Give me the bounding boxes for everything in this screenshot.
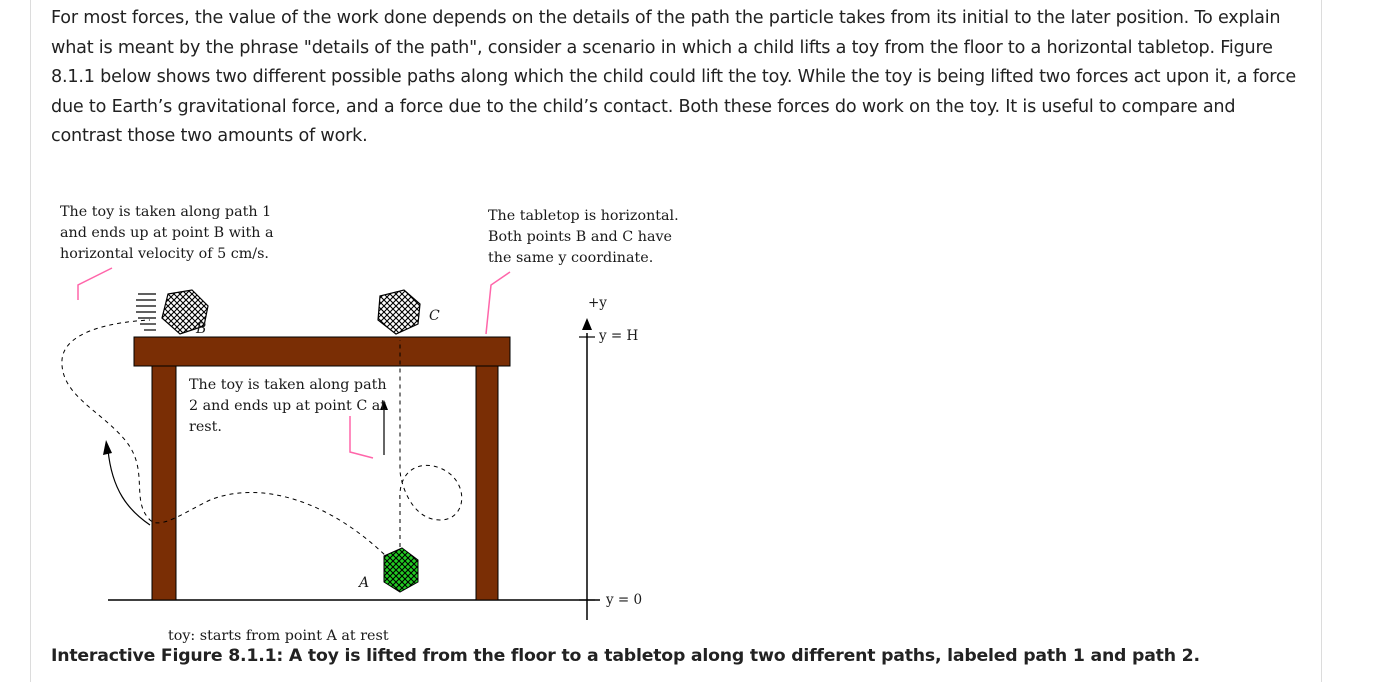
callout-path2 <box>350 416 373 458</box>
note-tabletop-line1: The tabletop is horizontal. <box>488 208 679 224</box>
callout-path1 <box>78 268 112 300</box>
path-2-curve <box>400 340 462 555</box>
label-C: C <box>429 308 440 324</box>
note-tabletop-line3: the same y coordinate. <box>488 250 654 266</box>
label-B: B <box>196 321 207 337</box>
note-tabletop-line2: Both points B and C have <box>488 229 673 245</box>
label-A: A <box>359 575 370 591</box>
note-path1-line1: The toy is taken along path 1 <box>60 204 272 220</box>
intro-paragraph: For most forces, the value of the work done depends on the details of the path the particle takes from its initial to the later position. To explain what is meant by the phrase "details of the path", consider a scenario in which a child lifts a toy from the floor to a horizontal tabletop. Figure 8.1.1 below shows two different possible paths along which the child could lift the toy. While the toy is being lifted two forces act upon it, a force due to Earth’s gravitational force, and a force due to the child’s contact. Both these forces do work on the toy. It is useful to compare and contrast those two amounts of work. <box>51 8 1297 146</box>
path-1-direction-arrow <box>108 450 150 525</box>
note-start: toy: starts from point A at rest <box>168 628 389 644</box>
toy-at-C <box>378 290 420 334</box>
axis-y-H: y = H <box>599 328 639 344</box>
axis-plus-y: +y <box>588 295 607 311</box>
note-path2-line3: rest. <box>189 419 222 435</box>
figure-caption: Interactive Figure 8.1.1: A toy is lifted from the floor to a tabletop along two different paths, labeled path 1 and path 2. <box>51 646 1200 666</box>
note-path1-line3: horizontal velocity of 5 cm/s. <box>60 246 269 262</box>
callout-tabletop <box>486 272 510 334</box>
axis-y-0: y = 0 <box>606 592 643 608</box>
note-path2-line1: The toy is taken along path <box>189 377 387 393</box>
path-1-arrowhead-icon <box>103 440 112 455</box>
table-leg-right <box>476 366 498 600</box>
table-leg-left <box>152 366 176 600</box>
note-path2-line2: 2 and ends up at point C at <box>189 398 387 414</box>
toy-B-motion-lines <box>136 294 156 330</box>
table-top <box>134 337 510 366</box>
y-axis-arrow-icon <box>582 318 592 330</box>
note-path1-line2: and ends up at point B with a <box>60 225 274 241</box>
